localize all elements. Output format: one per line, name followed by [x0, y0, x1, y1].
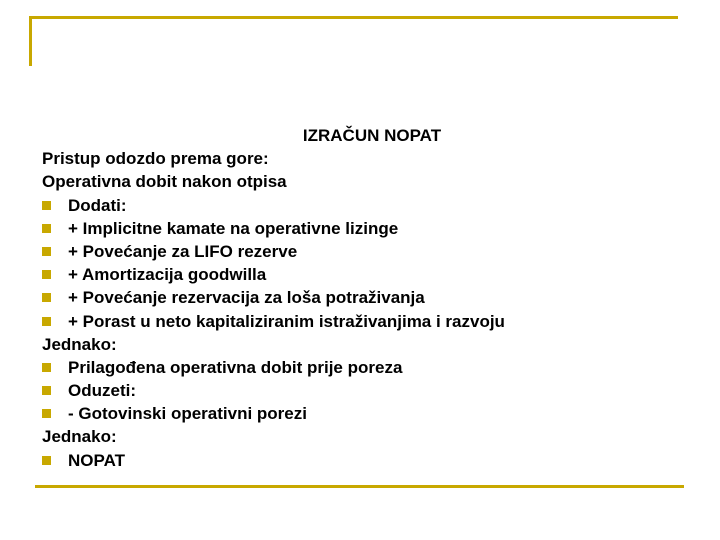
square-bullet-icon — [42, 363, 51, 372]
bullet-item — [42, 356, 682, 379]
slide-body — [42, 124, 682, 472]
top-rule — [29, 16, 678, 19]
line-text: Jednako: — [42, 427, 117, 447]
bullet-text: - Gotovinski operativni porezi — [68, 404, 307, 424]
bullet-text: + Povećanje rezervacija za loša potraživanja — [68, 288, 425, 308]
square-bullet-icon — [42, 270, 51, 279]
bullet-text: Oduzeti: — [68, 381, 136, 401]
bullet-item — [42, 263, 682, 286]
text-line — [42, 170, 682, 193]
left-rule — [29, 16, 32, 66]
square-bullet-icon — [42, 386, 51, 395]
bullet-item — [42, 310, 682, 333]
square-bullet-icon — [42, 247, 51, 256]
text-line — [42, 425, 682, 448]
bullet-item — [42, 379, 682, 402]
line-text: Jednako: — [42, 334, 117, 354]
bullet-item — [42, 217, 682, 240]
bullet-text: + Amortizacija goodwilla — [68, 265, 267, 285]
bullet-text: + Implicitne kamate na operativne lizinge — [68, 218, 399, 238]
line-text: Operativna dobit nakon otpisa — [42, 172, 287, 192]
bullet-item — [42, 449, 682, 472]
bullet-item — [42, 286, 682, 309]
square-bullet-icon — [42, 456, 51, 465]
bullet-text: + Povećanje za LIFO rezerve — [68, 241, 298, 261]
line-text: Pristup odozdo prema gore: — [42, 149, 269, 169]
bullet-text: + Porast u neto kapitaliziranim istraživanjima i razvoju — [68, 311, 505, 331]
square-bullet-icon — [42, 201, 51, 210]
square-bullet-icon — [42, 293, 51, 302]
text-line — [42, 333, 682, 356]
square-bullet-icon — [42, 224, 51, 233]
bullet-text: NOPAT — [68, 450, 125, 470]
bullet-item — [42, 194, 682, 217]
square-bullet-icon — [42, 409, 51, 418]
bottom-rule — [35, 485, 684, 488]
bullet-item — [42, 240, 682, 263]
slide-title: IZRAČUN NOPAT — [302, 126, 442, 145]
bullet-item — [42, 402, 682, 425]
bullet-text: Dodati: — [68, 195, 127, 215]
square-bullet-icon — [42, 317, 51, 326]
text-line — [42, 147, 682, 170]
bullet-text: Prilagođena operativna dobit prije poreza — [68, 357, 403, 377]
